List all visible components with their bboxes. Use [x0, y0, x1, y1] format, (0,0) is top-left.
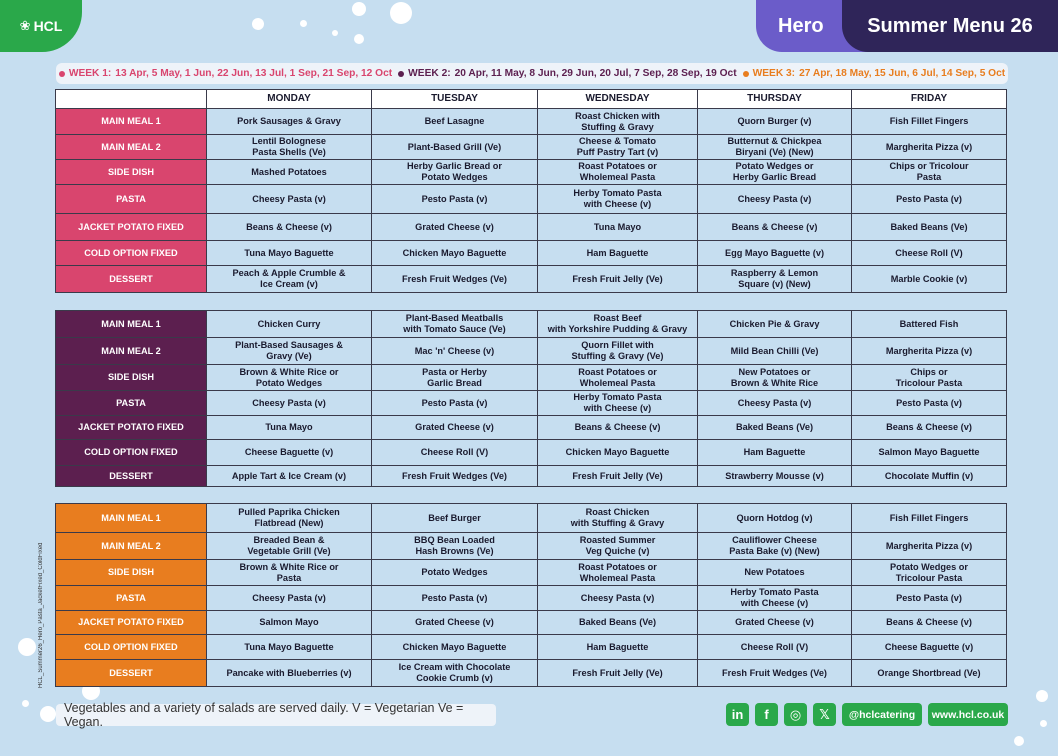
row-label: PASTA: [56, 391, 207, 416]
menu-cell: Roast Chicken with Stuffing & Gravy: [538, 504, 698, 533]
table-row: [56, 635, 1007, 660]
table-row: [56, 533, 1007, 560]
menu-cell: Grated Cheese (v): [372, 214, 538, 241]
menu-cell: Grated Cheese (v): [698, 611, 852, 635]
week-label: WEEK 1:: [68, 68, 112, 79]
menu-cell: Egg Mayo Baguette (v): [698, 241, 852, 266]
menu-cell: Mashed Potatoes: [207, 160, 372, 185]
week-dates-bar: [56, 63, 1008, 84]
day-header: THURSDAY: [698, 90, 852, 109]
menu-cell: Cheese Roll (V): [372, 440, 538, 466]
social-handle-link[interactable]: @hclcatering: [842, 703, 922, 726]
table-row: [56, 365, 1007, 391]
menu-cell: BBQ Bean Loaded Hash Browns (Ve): [372, 533, 538, 560]
menu-cell: Butternut & Chickpea Biryani (Ve) (New): [698, 135, 852, 160]
decorative-bubble: [1036, 690, 1048, 702]
menu-cell: Tuna Mayo Baguette: [207, 635, 372, 660]
menu-cell: Margherita Pizza (v): [852, 338, 1007, 365]
week-2-dot: [398, 71, 404, 77]
table-row: [56, 586, 1007, 611]
row-label: COLD OPTION FIXED: [56, 635, 207, 660]
menu-cell: Plant-Based Grill (Ve): [372, 135, 538, 160]
menu-cell: Cheese & Tomato Puff Pastry Tart (v): [538, 135, 698, 160]
menu-cell: Ham Baguette: [538, 241, 698, 266]
menu-cell: Tuna Mayo: [538, 214, 698, 241]
menu-cell: Beef Lasagne: [372, 109, 538, 135]
menu-cell: Chicken Mayo Baguette: [372, 635, 538, 660]
row-label: JACKET POTATO FIXED: [56, 416, 207, 440]
menu-cell: Lentil Bolognese Pasta Shells (Ve): [207, 135, 372, 160]
menu-cell: Pulled Paprika Chicken Flatbread (New): [207, 504, 372, 533]
decorative-bubble: [1040, 720, 1047, 727]
menu-cell: Fresh Fruit Jelly (Ve): [538, 266, 698, 293]
row-label: DESSERT: [56, 466, 207, 487]
day-header: MONDAY: [207, 90, 372, 109]
dietary-footnote: Vegetables and a variety of salads are served daily. V = Vegetarian Ve = Vegan.: [56, 704, 496, 726]
week-dates: 13 Apr, 5 May, 1 Jun, 22 Jun, 13 Jul, 1 Sep, 21 Sep, 12 Oct: [115, 68, 393, 79]
menu-cell: New Potatoes or Brown & White Rice: [698, 365, 852, 391]
menu-cell: Beans & Cheese (v): [852, 611, 1007, 635]
menu-cell: Salmon Mayo: [207, 611, 372, 635]
menu-cell: Chips or Tricolour Pasta: [852, 160, 1007, 185]
menu-cell: Beans & Cheese (v): [538, 416, 698, 440]
row-label: COLD OPTION FIXED: [56, 241, 207, 266]
hero-label: Hero: [756, 0, 876, 52]
table-header-row: [56, 90, 1007, 109]
menu-cell: Plant-Based Meatballs with Tomato Sauce (Ve): [372, 311, 538, 338]
menu-cell: Cheese Roll (V): [852, 241, 1007, 266]
table-row: [56, 504, 1007, 533]
row-label: DESSERT: [56, 660, 207, 687]
menu-cell: Mac 'n' Cheese (v): [372, 338, 538, 365]
table-row: [56, 338, 1007, 365]
row-label: PASTA: [56, 586, 207, 611]
menu-cell: Roast Beef with Yorkshire Pudding & Gravy: [538, 311, 698, 338]
week-2-dates: [398, 68, 736, 79]
menu-cell: Grated Cheese (v): [372, 611, 538, 635]
menu-cell: Baked Beans (Ve): [852, 214, 1007, 241]
week-dates: 20 Apr, 11 May, 8 Jun, 29 Jun, 20 Jul, 7 Sep, 28 Sep, 19 Oct: [454, 68, 737, 79]
menu-cell: Chicken Pie & Gravy: [698, 311, 852, 338]
table-row: [56, 266, 1007, 293]
row-label: MAIN MEAL 1: [56, 504, 207, 533]
row-label: MAIN MEAL 2: [56, 338, 207, 365]
decorative-bubble: [300, 20, 307, 27]
menu-cell: Cheesy Pasta (v): [698, 391, 852, 416]
menu-cell: Fresh Fruit Wedges (Ve): [372, 466, 538, 487]
row-label: JACKET POTATO FIXED: [56, 611, 207, 635]
menu-cell: Chicken Curry: [207, 311, 372, 338]
menu-cell: Beans & Cheese (v): [207, 214, 372, 241]
decorative-bubble: [332, 30, 338, 36]
week-label: WEEK 2:: [408, 68, 451, 79]
logo-text: HCL: [33, 18, 63, 34]
decorative-bubble: [252, 18, 264, 30]
menu-cell: Pesto Pasta (v): [372, 391, 538, 416]
menu-cell: Apple Tart & Ice Cream (v): [207, 466, 372, 487]
menu-cell: New Potatoes: [698, 560, 852, 586]
menu-cell: Cheese Baguette (v): [207, 440, 372, 466]
menu-cell: Beef Burger: [372, 504, 538, 533]
row-label: MAIN MEAL 2: [56, 135, 207, 160]
table-row: [56, 135, 1007, 160]
menu-cell: Pesto Pasta (v): [852, 586, 1007, 611]
website-link[interactable]: www.hcl.co.uk: [928, 703, 1008, 726]
week-1-dot: [59, 71, 65, 77]
linkedin-icon[interactable]: in: [726, 703, 749, 726]
menu-cell: Cauliflower Cheese Pasta Bake (v) (New): [698, 533, 852, 560]
table-row: [56, 214, 1007, 241]
menu-cell: Cheese Roll (V): [698, 635, 852, 660]
week-label: WEEK 3:: [752, 68, 796, 79]
menu-cell: Roasted Summer Veg Quiche (v): [538, 533, 698, 560]
menu-cell: Strawberry Mousse (v): [698, 466, 852, 487]
table-row: [56, 466, 1007, 487]
menu-cell: Pesto Pasta (v): [372, 586, 538, 611]
menu-cell: Raspberry & Lemon Square (v) (New): [698, 266, 852, 293]
table-row: [56, 440, 1007, 466]
menu-cell: Fish Fillet Fingers: [852, 504, 1007, 533]
menu-cell: Cheesy Pasta (v): [207, 185, 372, 214]
day-header: FRIDAY: [852, 90, 1007, 109]
day-header: TUESDAY: [372, 90, 538, 109]
menu-cell: Tuna Mayo: [207, 416, 372, 440]
menu-cell: Fresh Fruit Wedges (Ve): [372, 266, 538, 293]
menu-cell: Margherita Pizza (v): [852, 533, 1007, 560]
menu-cell: Marble Cookie (v): [852, 266, 1007, 293]
table-row: [56, 241, 1007, 266]
menu-cell: Pesto Pasta (v): [852, 185, 1007, 214]
menu-cell: Orange Shortbread (Ve): [852, 660, 1007, 687]
menu-cell: Quorn Hotdog (v): [698, 504, 852, 533]
menu-cell: Chocolate Muffin (v): [852, 466, 1007, 487]
table-row: [56, 416, 1007, 440]
row-label: JACKET POTATO FIXED: [56, 214, 207, 241]
row-label: MAIN MEAL 1: [56, 311, 207, 338]
menu-cell: Chicken Mayo Baguette: [372, 241, 538, 266]
menu-cell: Quorn Burger (v): [698, 109, 852, 135]
menu-cell: Herby Tomato Pasta with Cheese (v): [538, 185, 698, 214]
menu-cell: Pancake with Blueberries (v): [207, 660, 372, 687]
menu-cell: Mild Bean Chilli (Ve): [698, 338, 852, 365]
menu-cell: Fresh Fruit Jelly (Ve): [538, 466, 698, 487]
decorative-bubble: [22, 700, 29, 707]
table-row: [56, 185, 1007, 214]
table-row: [56, 611, 1007, 635]
row-label: PASTA: [56, 185, 207, 214]
decorative-bubble: [40, 706, 56, 722]
menu-cell: Potato Wedges or Tricolour Pasta: [852, 560, 1007, 586]
menu-cell: Salmon Mayo Baguette: [852, 440, 1007, 466]
table-row: [56, 160, 1007, 185]
menu-cell: Herby Garlic Bread or Potato Wedges: [372, 160, 538, 185]
table-row: [56, 560, 1007, 586]
menu-cell: Margherita Pizza (v): [852, 135, 1007, 160]
menu-cell: Battered Fish: [852, 311, 1007, 338]
menu-cell: Fresh Fruit Jelly (Ve): [538, 660, 698, 687]
menu-cell: Roast Potatoes or Wholemeal Pasta: [538, 365, 698, 391]
page-title: Summer Menu 26: [842, 0, 1058, 52]
menu-cell: Roast Chicken with Stuffing & Gravy: [538, 109, 698, 135]
menu-cell: Beans & Cheese (v): [698, 214, 852, 241]
decorative-bubble: [1014, 736, 1024, 746]
menu-cell: Cheesy Pasta (v): [207, 391, 372, 416]
menu-cell: Tuna Mayo Baguette: [207, 241, 372, 266]
table-row: [56, 109, 1007, 135]
menu-cell: Fresh Fruit Wedges (Ve): [698, 660, 852, 687]
menu-cell: Pesto Pasta (v): [852, 391, 1007, 416]
row-label: SIDE DISH: [56, 160, 207, 185]
x-icon[interactable]: 𝕏: [813, 703, 836, 726]
week-1-menu-table: [55, 89, 1007, 293]
leaf-icon: ❀: [19, 18, 31, 33]
decorative-bubble: [354, 34, 364, 44]
menu-cell: Roast Potatoes or Wholemeal Pasta: [538, 160, 698, 185]
menu-cell: Plant-Based Sausages & Gravy (Ve): [207, 338, 372, 365]
menu-cell: Ice Cream with Chocolate Cookie Crumb (v): [372, 660, 538, 687]
week-3-dot: [743, 71, 749, 77]
table-row: [56, 391, 1007, 416]
menu-cell: Brown & White Rice or Pasta: [207, 560, 372, 586]
menu-cell: Cheesy Pasta (v): [207, 586, 372, 611]
hcl-logo: [0, 0, 82, 52]
row-label: DESSERT: [56, 266, 207, 293]
menu-cell: Cheese Baguette (v): [852, 635, 1007, 660]
table-corner: [56, 90, 207, 109]
table-row: [56, 660, 1007, 687]
row-label: SIDE DISH: [56, 560, 207, 586]
week-1-dates: [59, 68, 392, 79]
week-dates: 27 Apr, 18 May, 15 Jun, 6 Jul, 14 Sep, 5 Oct: [799, 68, 1006, 79]
facebook-icon[interactable]: f: [755, 703, 778, 726]
menu-cell: Pesto Pasta (v): [372, 185, 538, 214]
decorative-bubble: [18, 638, 36, 656]
menu-cell: Chicken Mayo Baguette: [538, 440, 698, 466]
instagram-icon[interactable]: ◎: [784, 703, 807, 726]
menu-cell: Pork Sausages & Gravy: [207, 109, 372, 135]
week-3-menu-table: [55, 503, 1007, 687]
row-label: MAIN MEAL 1: [56, 109, 207, 135]
menu-cell: Breaded Bean & Vegetable Grill (Ve): [207, 533, 372, 560]
menu-cell: Pasta or Herby Garlic Bread: [372, 365, 538, 391]
menu-cell: Beans & Cheese (v): [852, 416, 1007, 440]
menu-cell: Herby Tomato Pasta with Cheese (v): [698, 586, 852, 611]
menu-cell: Baked Beans (Ve): [538, 611, 698, 635]
week-2-menu-table: [55, 310, 1007, 487]
menu-cell: Cheesy Pasta (v): [538, 586, 698, 611]
document-file-tag: HCL_Summer26_Hero_Pasta_JacketFixed_ColdFixed: [38, 542, 44, 688]
decorative-bubble: [352, 2, 366, 16]
menu-cell: Potato Wedges or Herby Garlic Bread: [698, 160, 852, 185]
row-label: SIDE DISH: [56, 365, 207, 391]
menu-cell: Quorn Fillet with Stuffing & Gravy (Ve): [538, 338, 698, 365]
menu-cell: Brown & White Rice or Potato Wedges: [207, 365, 372, 391]
table-row: [56, 311, 1007, 338]
menu-cell: Peach & Apple Crumble & Ice Cream (v): [207, 266, 372, 293]
row-label: MAIN MEAL 2: [56, 533, 207, 560]
menu-cell: Chips or Tricolour Pasta: [852, 365, 1007, 391]
menu-cell: Fish Fillet Fingers: [852, 109, 1007, 135]
social-links: [726, 703, 1008, 726]
menu-cell: Grated Cheese (v): [372, 416, 538, 440]
day-header: WEDNESDAY: [538, 90, 698, 109]
decorative-bubble: [390, 2, 412, 24]
menu-cell: Herby Tomato Pasta with Cheese (v): [538, 391, 698, 416]
menu-cell: Roast Potatoes or Wholemeal Pasta: [538, 560, 698, 586]
menu-cell: Ham Baguette: [698, 440, 852, 466]
menu-cell: Baked Beans (Ve): [698, 416, 852, 440]
menu-cell: Cheesy Pasta (v): [698, 185, 852, 214]
menu-cell: Potato Wedges: [372, 560, 538, 586]
week-3-dates: [743, 68, 1006, 79]
row-label: COLD OPTION FIXED: [56, 440, 207, 466]
menu-cell: Ham Baguette: [538, 635, 698, 660]
